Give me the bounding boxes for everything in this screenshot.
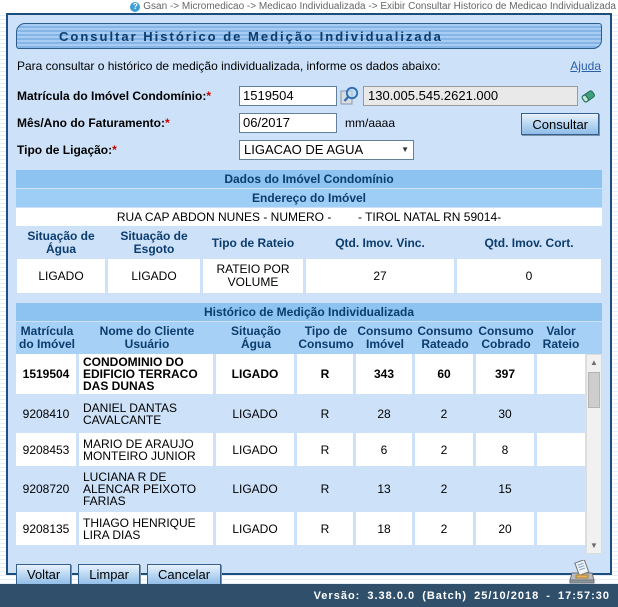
consumo-imovel-cell: 6 xyxy=(356,433,412,466)
consumo-rateado-cell: 2 xyxy=(440,406,448,421)
matricula-input[interactable] xyxy=(239,86,337,106)
consumo-rateado-cell: 2 xyxy=(440,482,448,496)
page-title: Consultar Histórico de Medição Individualizada xyxy=(59,28,443,44)
scrollbar[interactable] xyxy=(586,354,602,554)
column-header: Situação de Esgoto xyxy=(120,229,188,256)
historico-viewport xyxy=(16,354,585,554)
mes-ano-hint: mm/aaaa xyxy=(345,115,396,130)
dados-imovel-table xyxy=(16,170,602,296)
ajuda-link[interactable]: Ajuda xyxy=(570,59,601,73)
consumo-rateado-cell xyxy=(415,548,473,554)
column-header: Nome do Cliente Usuário xyxy=(99,324,195,351)
inscricao-field xyxy=(363,86,578,106)
eraser-icon[interactable] xyxy=(579,87,597,105)
situacao-cell xyxy=(216,548,294,554)
valor-rateio-cell xyxy=(537,397,585,430)
table-row xyxy=(16,512,585,545)
voltar-button[interactable]: Voltar xyxy=(16,564,71,586)
consumo-imovel-cell: 343 xyxy=(356,354,412,394)
breadcrumb-text: Gsan -> Micromedicao -> Medicao Individualizada -> Exibir Consultar Historico de Medicao Individualizada xyxy=(143,1,616,12)
column-header: Consumo Rateado xyxy=(417,324,473,351)
matricula-cell xyxy=(16,548,76,554)
consumo-cobrado-cell xyxy=(476,548,534,554)
scrollbar-thumb[interactable] xyxy=(588,372,600,408)
consumo-imovel-cell: 18 xyxy=(356,512,412,545)
qtd-cort-cell: 0 xyxy=(457,259,601,293)
matricula-cell: 9208135 xyxy=(16,512,76,545)
table-row xyxy=(16,397,585,430)
nome-cell: MARIO DE ARAUJO MONTEIRO JUNIOR xyxy=(79,433,213,466)
consumo-rateado-cell: 2 xyxy=(415,433,473,466)
qtd-vinc-cell: 27 xyxy=(306,259,454,293)
situacao-agua-cell: LIGADO xyxy=(17,259,105,293)
consumo-cobrado-cell: 15 xyxy=(498,482,512,496)
table-row xyxy=(16,433,585,466)
consumo-cobrado-cell: 20 xyxy=(476,512,534,545)
scroll-down-icon[interactable]: ▼ xyxy=(587,538,601,553)
column-header: Qtd. Imov. Cort. xyxy=(484,235,574,250)
nome-cell xyxy=(79,548,213,554)
chevron-down-icon: ▼ xyxy=(401,145,409,154)
consultar-button[interactable]: Consultar xyxy=(521,113,599,135)
matricula-cell: 9208410 xyxy=(22,406,70,421)
endereco-value: RUA CAP ABDON NUNES - NUMERO - - TIROL NATAL RN 59014- xyxy=(16,208,602,226)
column-header: Situação de Água xyxy=(27,229,95,256)
nome-cell: DANIEL DANTAS CAVALCANTE xyxy=(83,400,178,427)
tipo-cell: R xyxy=(320,482,330,496)
main-panel xyxy=(6,13,612,582)
intro-text: Para consultar o histórico de medição individualizada, informe os dados abaixo: xyxy=(17,59,441,73)
consumo-rateado-cell: 60 xyxy=(415,354,473,394)
required-mark: * xyxy=(206,88,212,103)
column-header: Consumo Imóvel xyxy=(357,324,413,351)
historico-title: Histórico de Medição Individualizada xyxy=(16,303,602,321)
situacao-cell: LIGADO xyxy=(232,406,278,421)
tipo-ligacao-select[interactable] xyxy=(239,140,414,160)
valor-rateio-cell xyxy=(537,433,585,466)
endereco-header: Endereço do Imóvel xyxy=(16,189,602,207)
historico-table xyxy=(16,303,602,554)
situacao-cell: LIGADO xyxy=(216,512,294,545)
required-mark: * xyxy=(112,142,117,157)
column-header: Valor Rateio xyxy=(542,324,580,351)
column-header: Tipo de Rateio xyxy=(211,235,295,250)
matricula-cell: 9208720 xyxy=(22,482,70,496)
valor-rateio-cell xyxy=(537,354,585,394)
tipo-ligacao-value: LIGACAO DE AGUA xyxy=(244,142,364,157)
historico-column-headers xyxy=(16,322,602,354)
magnifier-icon[interactable] xyxy=(340,86,360,105)
status-bar xyxy=(0,584,618,607)
consumo-cobrado-cell: 397 xyxy=(476,354,534,394)
column-header: Tipo de Consumo xyxy=(298,324,354,351)
situacao-esgoto-cell: LIGADO xyxy=(108,259,200,293)
situacao-cell: LIGADO xyxy=(232,482,278,496)
limpar-button[interactable]: Limpar xyxy=(78,564,140,586)
tipo-cell: R xyxy=(320,406,330,421)
tipo-cell xyxy=(297,548,353,554)
tipo-cell: R xyxy=(297,512,353,545)
tipo-ligacao-label: Tipo de Ligação:* xyxy=(17,142,117,157)
table-row xyxy=(16,259,602,296)
nome-cell: LUCIANA R DE ALENCAR PEIXOTO FARIAS xyxy=(83,470,197,508)
column-header: Matrícula do Imóvel xyxy=(18,324,75,351)
matricula-cell: 9208453 xyxy=(16,433,76,466)
version-text: Versão: 3.38.0.0 (Batch) 25/10/2018 - 17:57:30 xyxy=(313,589,610,602)
table-row xyxy=(16,354,585,394)
column-header: Qtd. Imov. Vinc. xyxy=(335,235,425,250)
required-mark: * xyxy=(165,115,170,130)
nome-cell: CONDOMINIO DO EDIFICIO TERRACO DAS DUNAS xyxy=(79,354,213,394)
consumo-cobrado-cell: 30 xyxy=(498,406,512,421)
page-title-box xyxy=(16,23,602,49)
consumo-cobrado-cell: 8 xyxy=(476,433,534,466)
table-row xyxy=(16,548,585,554)
column-header: Consumo Cobrado xyxy=(478,324,534,351)
historico-body xyxy=(16,354,602,554)
situacao-cell: LIGADO xyxy=(216,354,294,394)
breadcrumb xyxy=(0,0,618,13)
scroll-up-icon[interactable]: ▲ xyxy=(587,355,601,370)
table-row xyxy=(16,469,585,509)
query-form xyxy=(17,82,601,163)
tipo-rateio-cell: RATEIO POR VOLUME xyxy=(203,259,303,293)
dados-imovel-title: Dados do Imóvel Condomínio xyxy=(16,170,602,188)
cancelar-button[interactable]: Cancelar xyxy=(147,564,221,586)
dados-column-headers xyxy=(16,227,602,259)
consumo-imovel-cell: 13 xyxy=(377,482,391,496)
consumo-imovel-cell xyxy=(356,548,412,554)
column-header: Situação Água xyxy=(230,324,281,351)
mes-ano-input[interactable] xyxy=(239,113,337,133)
consumo-imovel-cell: 28 xyxy=(377,406,391,421)
valor-rateio-cell xyxy=(537,469,585,509)
nome-cell: THIAGO HENRIQUE LIRA DIAS xyxy=(79,512,213,545)
mes-ano-label: Mês/Ano do Faturamento:* xyxy=(17,115,170,130)
matricula-label: Matrícula do Imóvel Condomínio:* xyxy=(17,88,212,103)
situacao-cell: LIGADO xyxy=(216,433,294,466)
tipo-cell: R xyxy=(297,433,353,466)
tipo-cell: R xyxy=(297,354,353,394)
consumo-rateado-cell: 2 xyxy=(415,512,473,545)
matricula-cell: 1519504 xyxy=(16,354,76,394)
help-icon: ? xyxy=(130,2,140,12)
valor-rateio-cell xyxy=(537,512,585,545)
valor-rateio-cell xyxy=(537,548,585,554)
